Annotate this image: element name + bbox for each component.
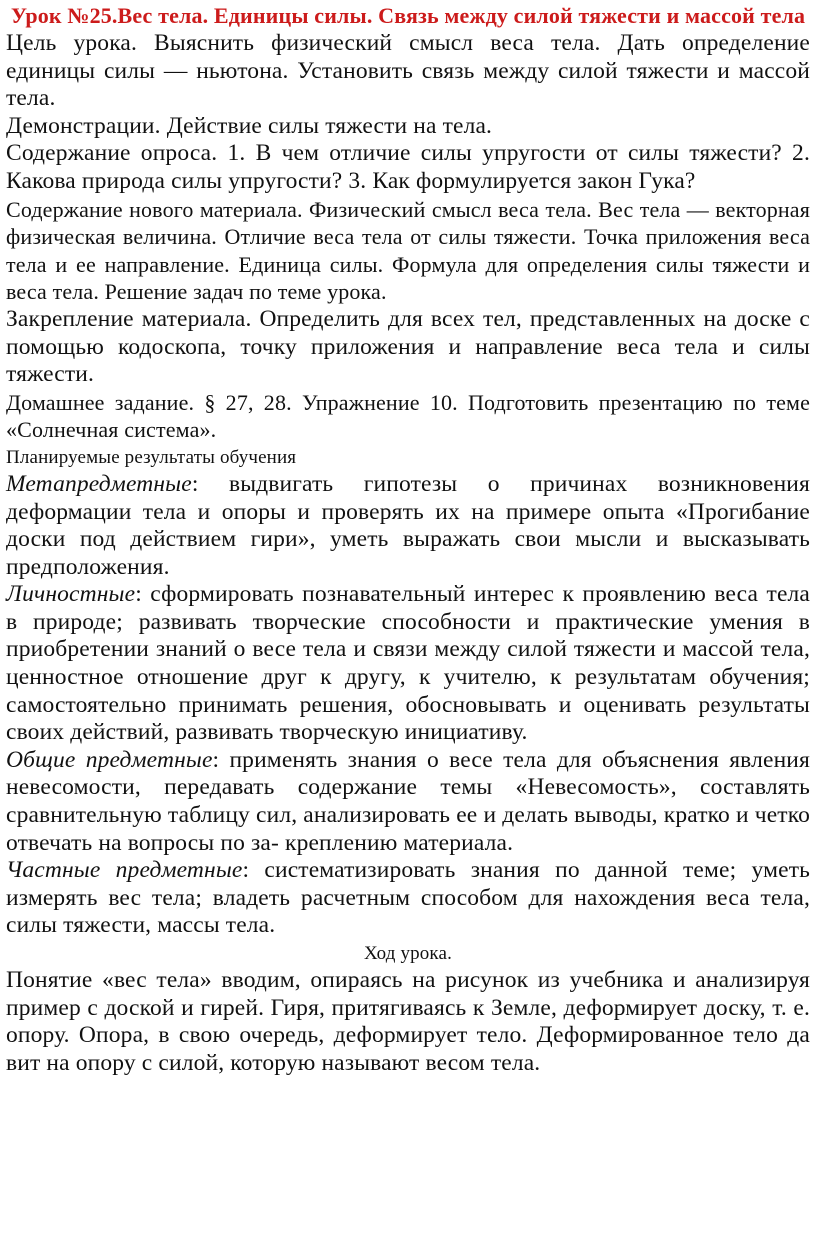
result-specific [6,857,810,940]
result-meta [6,471,810,581]
result-personal-text: : сформировать познавательный интерес к проявлению веса тела в природе; развивать творческие способности и практические умения в приобретении знаний о весе тела и связи между силой тяжести и массой тела, ценностное отношение друг к другу, к учителю, к результатам обучения; самостоятельно принимать решения, обосновывать и оценивать результаты своих действий, развивать творческую инициативу. [6,581,810,746]
result-general [6,747,810,857]
result-meta-label: Метапредметные [6,470,192,497]
lesson-title: Урок №25.Вес тела. Единицы силы. Связь между силой тяжести и массой тела [10,3,806,28]
result-meta-text: : выдвигать гипотезы о причинах возникновения деформации тела и опоры и проверять их на примере опыта «Прогибание доски под действием гири», уметь выражать свои мысли и высказывать предположения. [6,470,810,580]
result-personal-label: Личностные [6,581,136,608]
result-general-label: Общие предметные [6,746,213,773]
demo-paragraph: Демонстрации. Действие силы тяжести на тела. [6,112,493,139]
survey-paragraph: Содержание опроса. 1. В чем отличие силы упругости от силы тяжести? 2. Какова природа силы упругости? 3. Как формулируется закон Гука? [6,140,810,194]
result-personal [6,581,810,747]
new-material-paragraph: Содержание нового материала. Физический смысл веса тела. Вес тела — векторная физическая величина. Отличие веса тела от силы тяжести. Точка приложения веса тела и ее направление. Единица силы. Формула для определения силы тяжести и веса тела. Решение задач по теме урока. [6,196,810,305]
result-specific-text: : систематизировать знания по данной теме; уметь измерять вес тела; владеть расчетным способом для нахождения веса тела, силы тяжести, массы тела. [6,857,811,939]
consolidation-paragraph: Закрепление материала. Определить для всех тел, представленных на доске с помощью кодоскопа, точку приложения и направление веса тела и силы тяжести. [6,305,810,388]
result-general-text: : применять знания о весе тела для объяснения явления невесомости, передавать содержание темы «Невесомость», составлять сравнительную таблицу сил, анализировать ее и делать выводы, кратко и четко отвечать на вопросы по за- креплению материала. [6,746,810,856]
goal-paragraph: Цель урока. Выяснить физический смысл веса тела. Дать определение единицы силы — ньютона. Установить связь между силой тяжести и массой тела. [6,30,810,112]
lesson-heading: Ход урока. [363,943,453,964]
results-heading: Планируемые результаты обучения [6,446,297,468]
homework-paragraph: Домашнее задание. § 27, 28. Упражнение 10. Подготовить презентацию по теме «Солнечная система». [6,389,810,443]
result-specific-label: Частные предметные [6,857,243,884]
lesson-paragraph: Понятие «вес тела» вводим, опираясь на рисунок из учебника и анализируя пример с доской и гирей. Гиря, притягиваясь к Земле, деформирует доску, т. е. опору. Опора, в свою очередь, деформирует тело. Деформированное тело да вит на опору с силой, которую называют весом тела. [6,967,810,1076]
